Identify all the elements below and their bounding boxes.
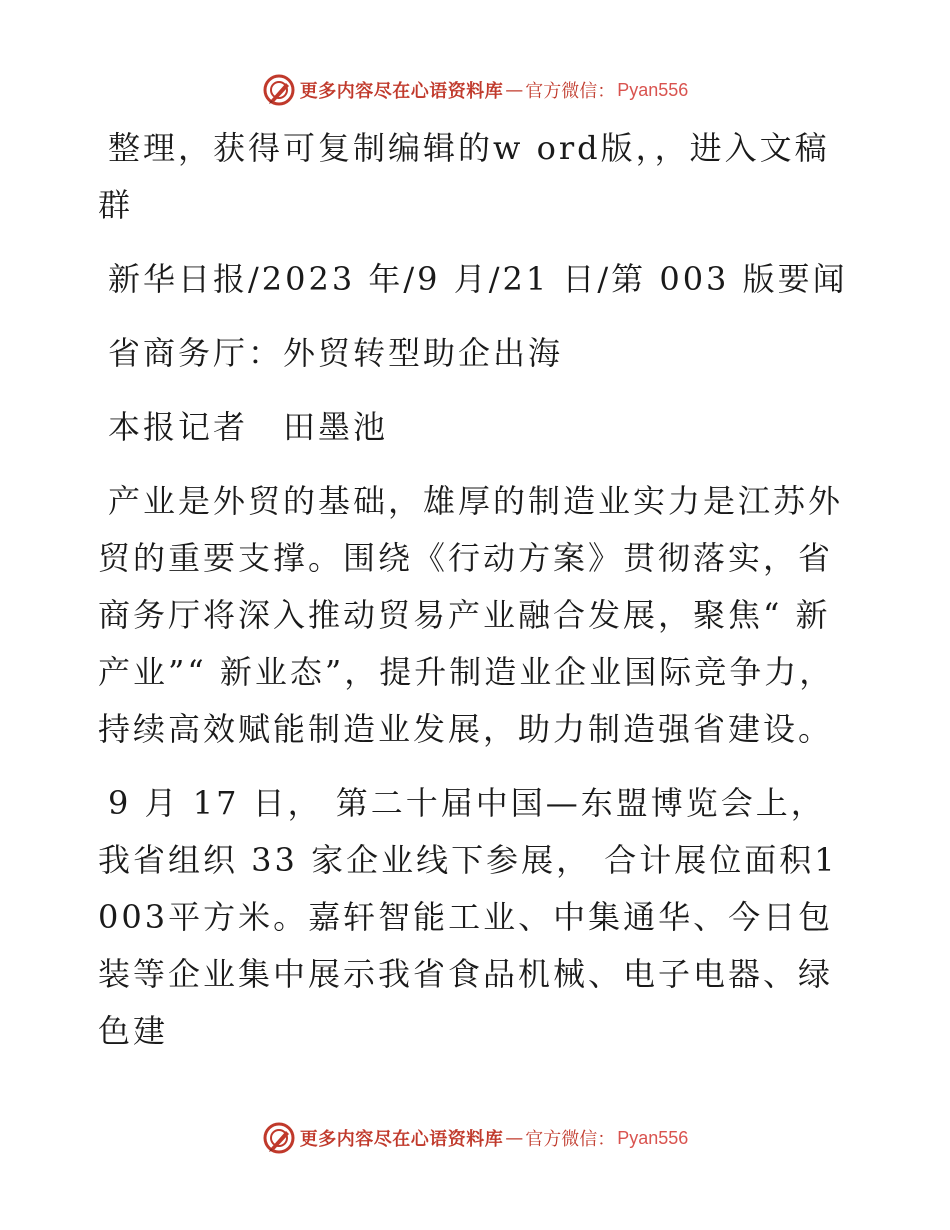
watermark-account: Pyan556 [617,1127,689,1148]
pen-logo-icon [262,1121,296,1155]
watermark-site-name: 更多内容尽在心语资料库 [299,81,504,102]
watermark-dash: — [505,1127,524,1149]
watermark-wechat-label: 官方微信： [525,81,616,102]
pen-logo-icon [262,73,296,107]
footer-watermark-banner [0,1118,950,1158]
header-watermark-banner [0,70,950,110]
byline: 本报记者 田墨池 [108,408,389,446]
watermark-site-name: 更多内容尽在心语资料库 [299,1129,504,1150]
article-title: 省商务厅：外贸转型助企出海 [108,334,564,372]
intro-paragraph: 整理，获得可复制编辑的w ord版，，进入文稿群 [98,129,830,224]
watermark-dash: — [505,79,524,101]
body-paragraph: 9 月 17 日， 第二十届中国—东盟博览会上，我省组织 33 家企业线下参展， 合计展位面积1003平方米。嘉轩智能工业、中集通华、今日包装等企业集中展示我省食品机械、电子电器、绿色建 [98,784,838,1050]
document-body [98,120,858,1060]
watermark-wechat-label: 官方微信： [525,1129,616,1150]
source-line: 新华日报/2023 年/9 月/21 日/第 003 版要闻 [108,260,848,298]
body-paragraph: 产业是外贸的基础，雄厚的制造业实力是江苏外贸的重要支撑。围绕《行动方案》贯彻落实，省商务厅将深入推动贸易产业融合发展，聚焦“ 新产业”“ 新业态”，提升制造业企业国际竞争力，持续高效赋能制造业发展，助力制造强省建设。 [98,482,844,748]
watermark-account: Pyan556 [617,79,689,100]
